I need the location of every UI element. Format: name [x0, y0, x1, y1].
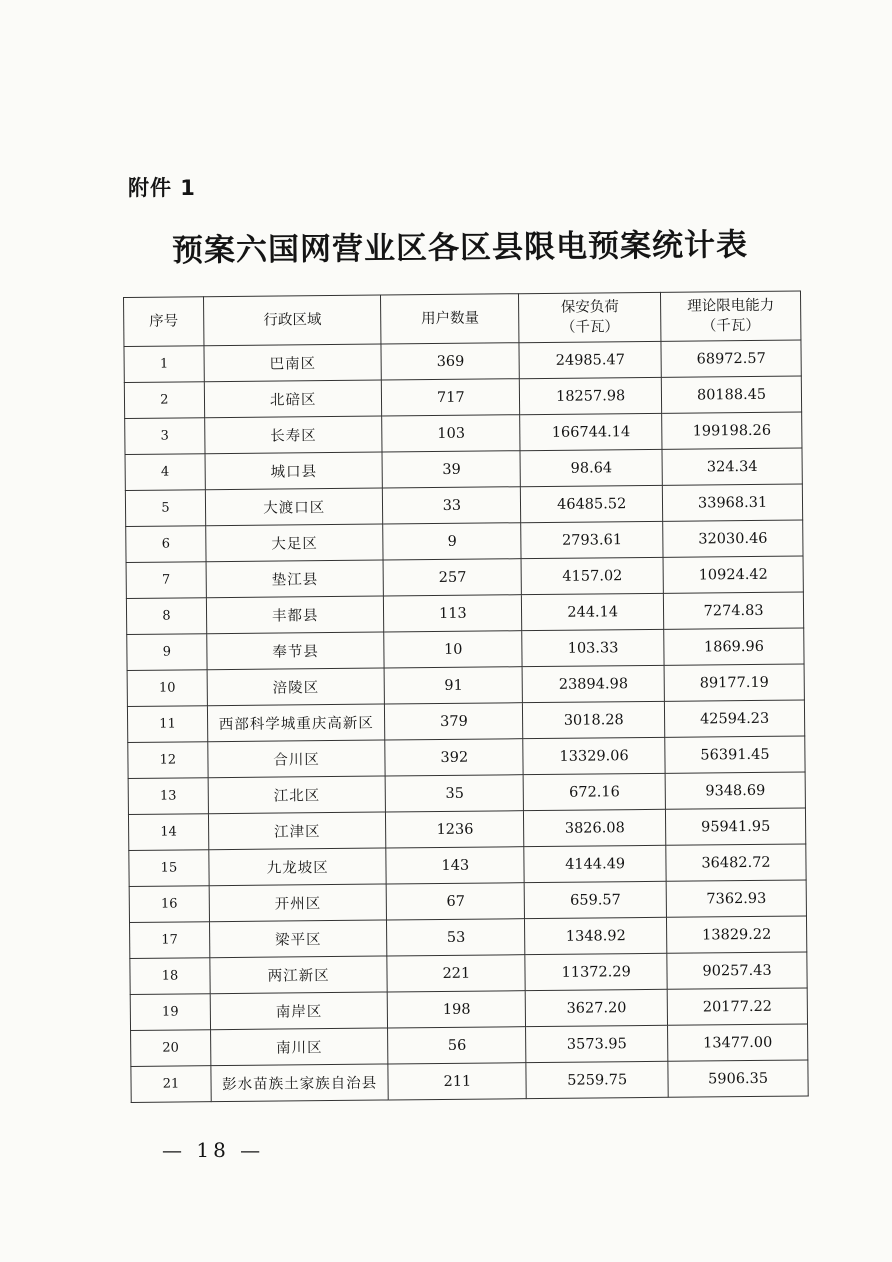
- cell-users: 369: [381, 343, 519, 380]
- cell-secure-load: 13329.06: [523, 737, 665, 774]
- cell-users: 91: [385, 667, 523, 704]
- cell-region: 西部科学城重庆高新区: [207, 704, 385, 742]
- cell-index: 21: [131, 1066, 211, 1103]
- cell-index: 4: [125, 454, 205, 491]
- cell-region: 南岸区: [210, 992, 388, 1030]
- cell-secure-load: 23894.98: [522, 665, 664, 702]
- cell-region: 两江新区: [210, 956, 388, 994]
- cell-index: 15: [129, 850, 209, 887]
- statistics-table-container: [123, 290, 809, 1102]
- cell-region: 城口县: [205, 452, 383, 490]
- cell-users: 392: [385, 739, 523, 776]
- cell-index: 6: [126, 526, 206, 563]
- cell-users: 10: [384, 631, 522, 668]
- cell-users: 221: [387, 955, 525, 992]
- cell-secure-load: 24985.47: [519, 341, 661, 378]
- cell-capacity: 42594.23: [665, 700, 805, 737]
- cell-secure-load: 103.33: [522, 629, 664, 666]
- cell-users: 198: [388, 991, 526, 1028]
- cell-capacity: 95941.95: [666, 808, 806, 845]
- cell-index: 20: [131, 1030, 211, 1067]
- header-secure-load-label: 保安负荷: [560, 299, 619, 316]
- cell-region: 长寿区: [205, 416, 383, 454]
- cell-capacity: 7274.83: [663, 592, 803, 629]
- cell-capacity: 199198.26: [662, 412, 802, 449]
- cell-secure-load: 5259.75: [526, 1061, 668, 1098]
- cell-capacity: 36482.72: [666, 844, 806, 881]
- header-users: 用户数量: [381, 294, 519, 344]
- cell-index: 8: [126, 598, 206, 635]
- cell-secure-load: 98.64: [520, 449, 662, 486]
- cell-users: 257: [384, 559, 522, 596]
- page-number: — 18 —: [162, 1138, 265, 1162]
- cell-index: 1: [124, 346, 204, 383]
- cell-users: 211: [388, 1063, 526, 1100]
- cell-secure-load: 244.14: [522, 593, 664, 630]
- cell-capacity: 324.34: [662, 448, 802, 485]
- cell-users: 67: [387, 883, 525, 920]
- cell-secure-load: 672.16: [523, 773, 665, 810]
- cell-index: 5: [125, 490, 205, 527]
- cell-secure-load: 166744.14: [520, 413, 662, 450]
- cell-region: 合川区: [208, 740, 386, 778]
- cell-secure-load: 11372.29: [525, 953, 667, 990]
- cell-capacity: 56391.45: [665, 736, 805, 773]
- cell-secure-load: 4157.02: [521, 557, 663, 594]
- cell-index: 16: [129, 886, 209, 923]
- cell-region: 北碚区: [204, 380, 382, 418]
- cell-region: 奉节县: [207, 632, 385, 670]
- header-capacity: [661, 291, 801, 341]
- cell-index: 17: [130, 922, 210, 959]
- cell-region: 南川区: [210, 1028, 388, 1066]
- table-header-row: [124, 291, 801, 346]
- cell-secure-load: 18257.98: [520, 377, 662, 414]
- cell-index: 2: [124, 382, 204, 419]
- table-body: [124, 340, 808, 1102]
- cell-secure-load: 2793.61: [521, 521, 663, 558]
- cell-users: 143: [386, 847, 524, 884]
- cell-region: 大足区: [206, 524, 384, 562]
- cell-region: 梁平区: [209, 920, 387, 958]
- header-index: 序号: [124, 297, 204, 347]
- cell-capacity: 1869.96: [664, 628, 804, 665]
- cell-capacity: 13829.22: [667, 916, 807, 953]
- cell-capacity: 33968.31: [662, 484, 802, 521]
- cell-index: 18: [130, 958, 210, 995]
- cell-region: 丰都县: [206, 596, 384, 634]
- cell-region: 开州区: [209, 884, 387, 922]
- cell-secure-load: 4144.49: [524, 845, 666, 882]
- document-title: 预案六国网营业区各区县限电预案统计表: [171, 226, 749, 270]
- cell-region: 大渡口区: [205, 488, 383, 526]
- cell-index: 10: [127, 670, 207, 707]
- cell-index: 11: [127, 706, 207, 743]
- cell-index: 7: [126, 562, 206, 599]
- cell-capacity: 32030.46: [663, 520, 803, 557]
- header-capacity-label: 理论限电能力: [687, 297, 775, 315]
- cell-capacity: 90257.43: [667, 952, 807, 989]
- header-secure-load: [519, 292, 661, 342]
- cell-capacity: 9348.69: [665, 772, 805, 809]
- cell-index: 13: [128, 778, 208, 815]
- cell-region: 彭水苗族土家族自治县: [211, 1064, 389, 1102]
- attachment-label: 附件 1: [128, 176, 196, 200]
- cell-secure-load: 3573.95: [526, 1025, 668, 1062]
- cell-secure-load: 659.57: [524, 881, 666, 918]
- cell-capacity: 13477.00: [668, 1024, 808, 1061]
- cell-users: 103: [382, 415, 520, 452]
- cell-users: 33: [383, 487, 521, 524]
- cell-index: 9: [127, 634, 207, 671]
- cell-secure-load: 3826.08: [524, 809, 666, 846]
- cell-users: 35: [386, 775, 524, 812]
- table-row: [131, 1060, 808, 1102]
- cell-region: 江北区: [208, 776, 386, 814]
- cell-secure-load: 3627.20: [525, 989, 667, 1026]
- cell-secure-load: 3018.28: [523, 701, 665, 738]
- cell-region: 垫江县: [206, 560, 384, 598]
- cell-index: 14: [128, 814, 208, 851]
- cell-capacity: 7362.93: [666, 880, 806, 917]
- cell-region: 江津区: [208, 812, 386, 850]
- cell-index: 3: [125, 418, 205, 455]
- cell-secure-load: 1348.92: [525, 917, 667, 954]
- header-region: 行政区域: [203, 295, 381, 346]
- cell-users: 39: [382, 451, 520, 488]
- cell-users: 53: [387, 919, 525, 956]
- cell-capacity: 68972.57: [661, 340, 801, 377]
- cell-capacity: 20177.22: [667, 988, 807, 1025]
- cell-users: 56: [388, 1027, 526, 1064]
- header-capacity-unit: （千瓦）: [701, 317, 760, 335]
- header-secure-load-unit: （千瓦）: [560, 319, 620, 336]
- cell-users: 1236: [386, 811, 524, 848]
- cell-users: 717: [382, 379, 520, 416]
- cell-region: 九龙坡区: [209, 848, 387, 886]
- cell-users: 379: [385, 703, 523, 740]
- cell-users: 9: [383, 523, 521, 560]
- cell-capacity: 10924.42: [663, 556, 803, 593]
- cell-users: 113: [384, 595, 522, 632]
- cell-capacity: 80188.45: [661, 376, 801, 413]
- cell-index: 19: [130, 994, 210, 1031]
- cell-region: 巴南区: [204, 344, 382, 382]
- cell-capacity: 89177.19: [664, 664, 804, 701]
- cell-capacity: 5906.35: [668, 1060, 808, 1097]
- cell-index: 12: [128, 742, 208, 779]
- cell-region: 涪陵区: [207, 668, 385, 706]
- cell-secure-load: 46485.52: [521, 485, 663, 522]
- statistics-table: [123, 290, 809, 1102]
